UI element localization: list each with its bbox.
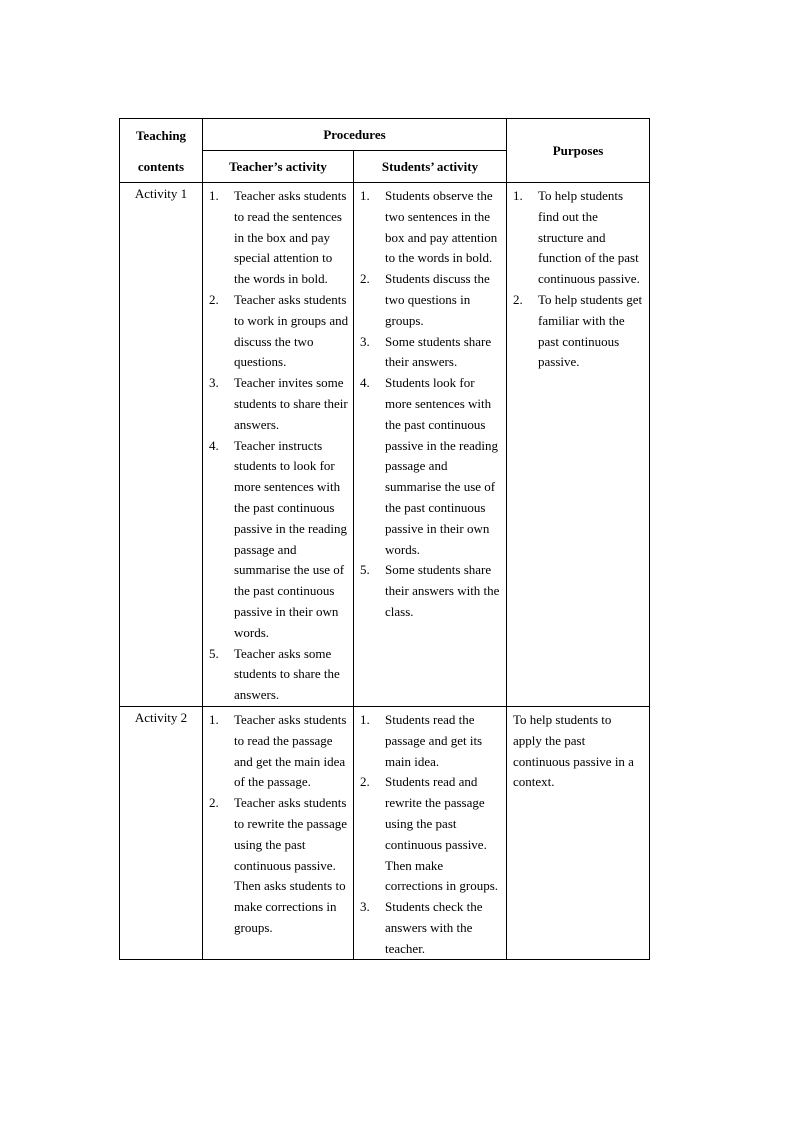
list-item bbox=[360, 373, 502, 560]
item-number: 2. bbox=[513, 291, 523, 307]
item-text: Teacher asks students to read the sentences in the box and pay special attention to the words in bold. bbox=[234, 188, 347, 287]
item-text: Students read and rewrite the passage using the past continuous passive. Then make corrections in groups. bbox=[385, 774, 499, 894]
activity-label: Activity 1 bbox=[120, 183, 203, 707]
purposes-cell bbox=[507, 706, 650, 960]
teacher-activity-cell bbox=[203, 183, 354, 707]
list-item bbox=[360, 269, 502, 331]
item-number: 2. bbox=[360, 271, 370, 287]
item-text: Students look for more sentences with the past continuous passive in the reading passage and summarise the use of the past continuous passive in their own words. bbox=[385, 375, 498, 557]
header-students-activity: Students’ activity bbox=[354, 151, 507, 183]
list-item bbox=[513, 186, 645, 290]
item-number: 3. bbox=[360, 899, 370, 915]
item-text: To help students get familiar with the past continuous passive. bbox=[538, 291, 643, 370]
list-item bbox=[209, 373, 349, 435]
item-number: 4. bbox=[209, 437, 219, 453]
item-text: Teacher asks some students to share the answers. bbox=[234, 645, 340, 703]
list-item bbox=[360, 332, 502, 374]
item-text: Students observe the two sentences in the box and pay attention to the words in bold. bbox=[385, 188, 498, 266]
list-item bbox=[209, 186, 349, 290]
list-item bbox=[360, 772, 502, 897]
header-teaching-contents-line1: Teaching bbox=[135, 127, 187, 143]
list-item bbox=[209, 710, 349, 793]
list-item bbox=[360, 186, 502, 269]
lesson-plan-table bbox=[119, 118, 650, 960]
header-teacher-activity: Teacher’s activity bbox=[203, 151, 354, 183]
header-procedures: Procedures bbox=[203, 119, 507, 151]
item-text: Some students share their answers. bbox=[385, 333, 492, 370]
header-teaching-contents-line2: contents bbox=[137, 158, 185, 174]
activity-label: Activity 2 bbox=[120, 706, 203, 960]
students-activity-cell bbox=[354, 706, 507, 960]
table-row-activity-1 bbox=[120, 183, 650, 707]
item-number: 5. bbox=[360, 562, 370, 578]
item-number: 5. bbox=[209, 645, 219, 661]
item-number: 1. bbox=[209, 188, 219, 203]
item-number: 2. bbox=[360, 774, 370, 790]
item-number: 1. bbox=[360, 188, 370, 203]
item-number: 1. bbox=[513, 188, 523, 203]
list-item bbox=[360, 560, 502, 622]
table-row-activity-2 bbox=[120, 706, 650, 960]
item-number: 4. bbox=[360, 375, 370, 391]
item-text: Teacher instructs students to look for more sentences with the past continuous passive in the reading passage and summarise the use of the past continuous passive in their own words. bbox=[234, 437, 347, 640]
list-item bbox=[360, 710, 502, 772]
item-number: 1. bbox=[360, 711, 370, 727]
item-number: 1. bbox=[209, 711, 219, 727]
list-item bbox=[209, 644, 349, 706]
item-number: 3. bbox=[209, 375, 219, 391]
item-number: 2. bbox=[209, 795, 219, 811]
item-text: Students read the passage and get its main idea. bbox=[385, 711, 483, 769]
list-item bbox=[209, 793, 349, 939]
item-text: Students discuss the two questions in groups. bbox=[385, 271, 490, 328]
item-text: Teacher asks students to work in groups and discuss the two questions. bbox=[234, 291, 349, 370]
teacher-activity-cell bbox=[203, 706, 354, 960]
purpose-text: To help students to apply the past continuous passive in a context. bbox=[513, 711, 634, 790]
item-text: Teacher asks students to read the passage and get the main idea of the passage. bbox=[234, 711, 347, 790]
list-item bbox=[209, 290, 349, 373]
item-text: Some students share their answers with the class. bbox=[385, 562, 500, 619]
list-item bbox=[209, 436, 349, 644]
list-item bbox=[360, 897, 502, 959]
purposes-cell bbox=[507, 183, 650, 707]
list-item bbox=[513, 290, 645, 373]
item-text: Students check the answers with the teacher. bbox=[385, 899, 483, 956]
item-text: Teacher invites some students to share their answers. bbox=[234, 375, 348, 432]
item-text: To help students find out the structure and function of the past continuous passive. bbox=[538, 188, 640, 287]
item-text: Teacher asks students to rewrite the passage using the past continuous passive. Then asks students to make corrections in groups. bbox=[234, 795, 347, 935]
header-teaching-contents bbox=[120, 119, 203, 183]
item-number: 2. bbox=[209, 291, 219, 307]
item-number: 3. bbox=[360, 333, 370, 349]
students-activity-cell bbox=[354, 183, 507, 707]
header-purposes: Purposes bbox=[507, 119, 650, 183]
